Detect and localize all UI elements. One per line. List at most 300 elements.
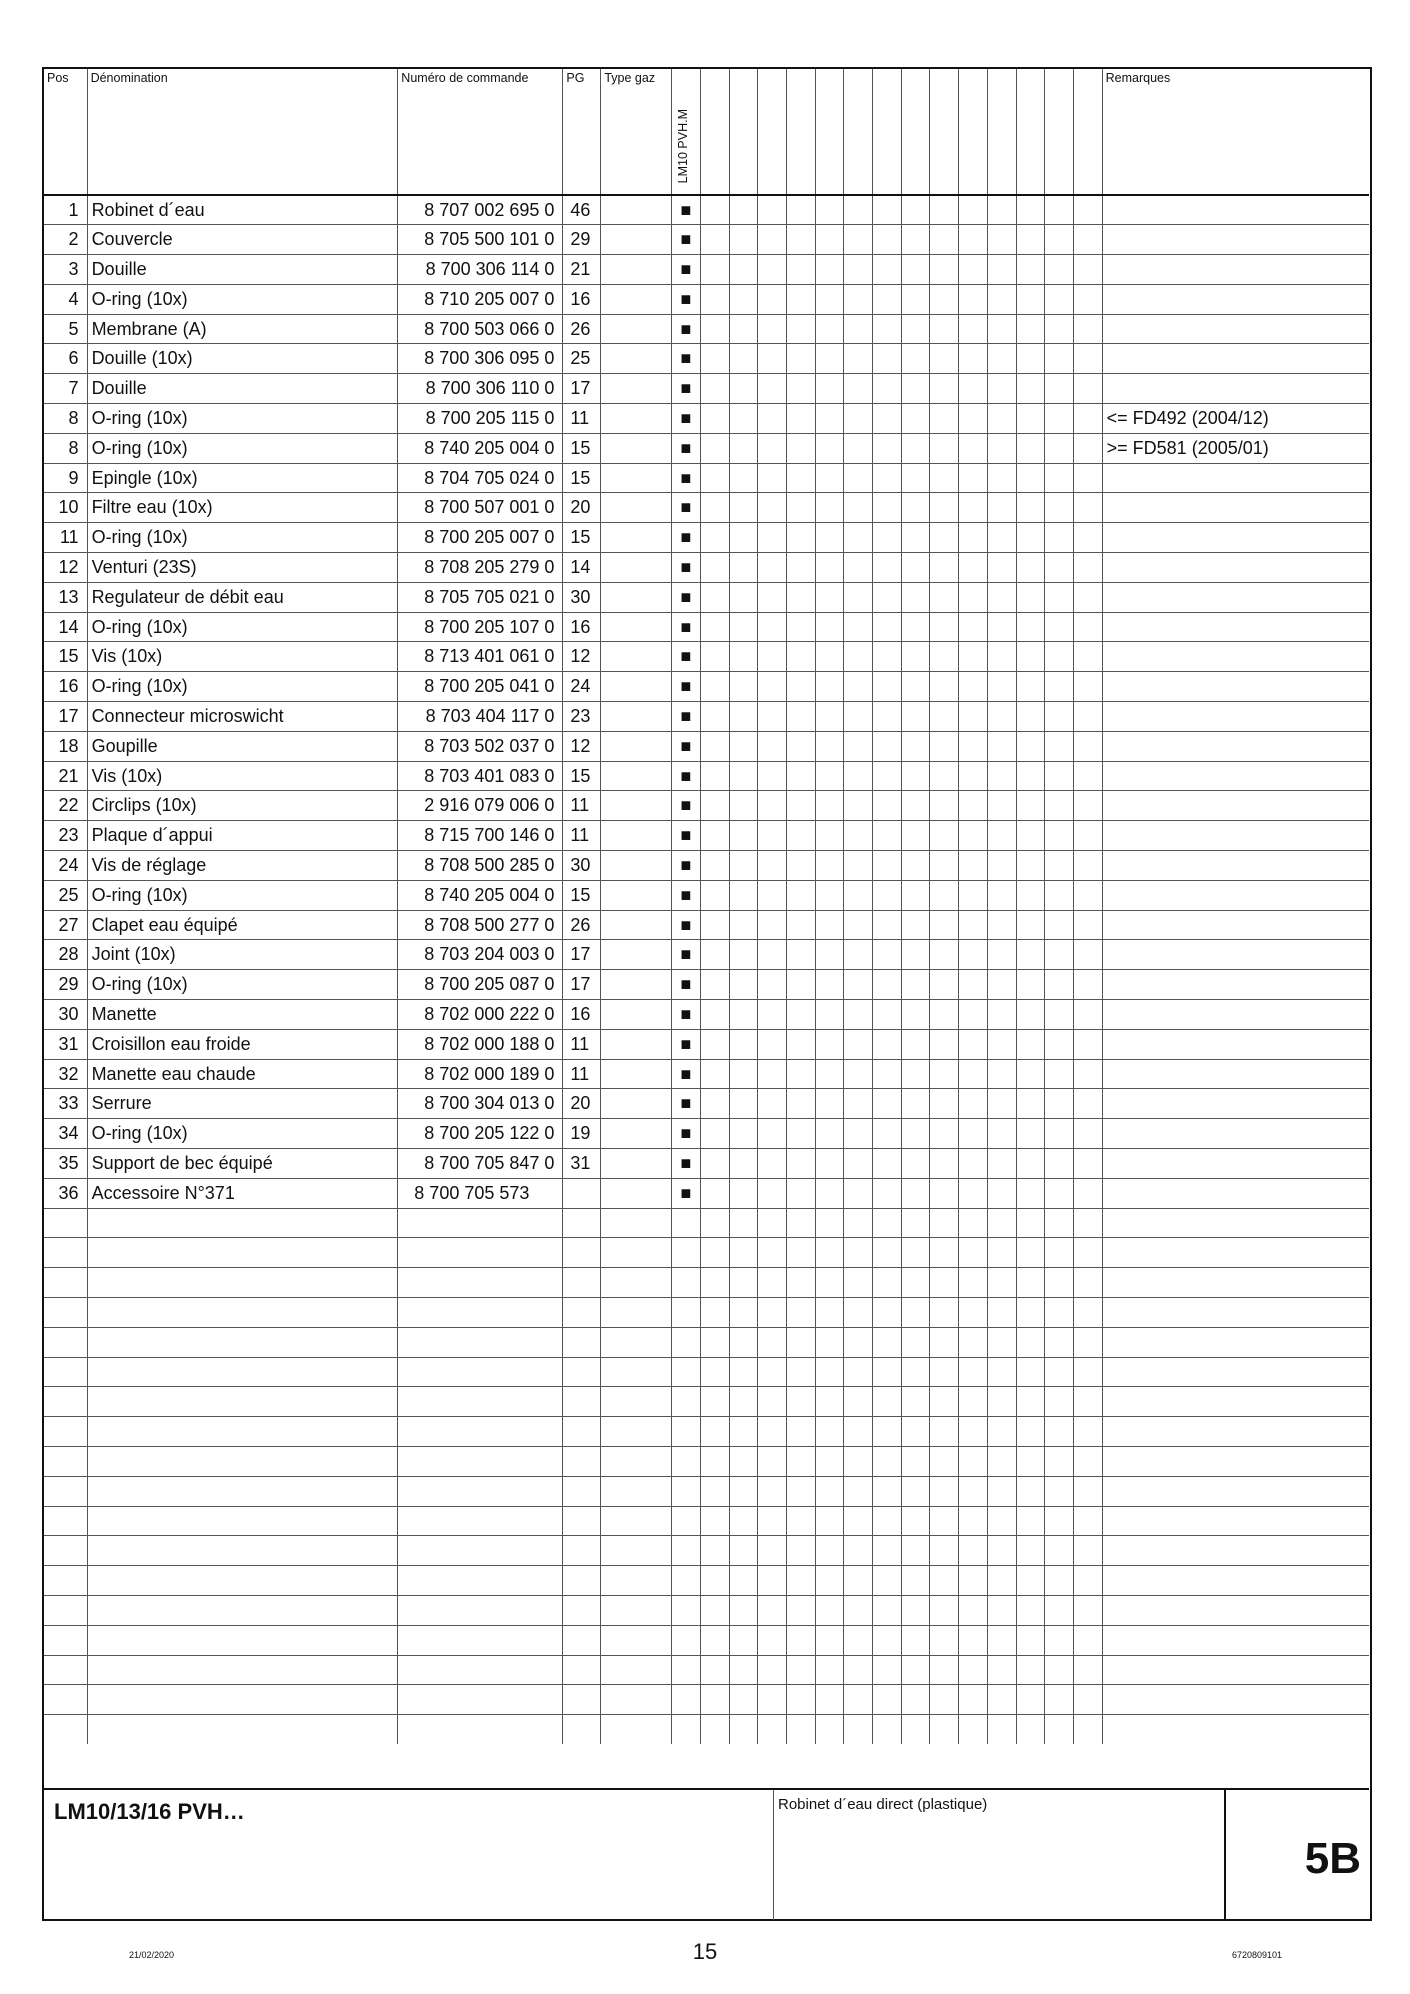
- pg-cell: [563, 1715, 601, 1745]
- empty-row: [44, 1536, 1369, 1566]
- variant-empty-cell: [700, 1536, 729, 1566]
- order-number-cell: [398, 1595, 563, 1625]
- variant-empty-cell: [786, 582, 815, 612]
- variant-empty-cell: [758, 1595, 787, 1625]
- variant-empty-cell: [1073, 791, 1102, 821]
- order-number-cell: 8 707 002 695 0: [398, 195, 563, 225]
- header-gas-type: Type gaz: [601, 69, 672, 195]
- variant-mark-cell: ■: [672, 702, 701, 732]
- pg-cell: 17: [563, 374, 601, 404]
- variant-empty-cell: [786, 1238, 815, 1268]
- denomination-cell: [87, 1417, 398, 1447]
- order-number-cell: 8 703 502 037 0: [398, 731, 563, 761]
- pg-cell: [563, 1625, 601, 1655]
- pos-cell: [44, 1446, 87, 1476]
- gas-type-cell: [601, 1059, 672, 1089]
- gas-type-cell: [601, 1149, 672, 1179]
- variant-empty-cell: [1045, 672, 1074, 702]
- denomination-cell: Membrane (A): [87, 314, 398, 344]
- variant-empty-cell: [786, 404, 815, 434]
- variant-empty-cell: [844, 314, 873, 344]
- variant-empty-cell: [1045, 1119, 1074, 1149]
- variant-empty-cell: [729, 1715, 758, 1745]
- table-row: [44, 404, 1369, 434]
- variant-empty-cell: [729, 344, 758, 374]
- variant-empty-cell: [959, 910, 988, 940]
- gas-type-cell: [601, 404, 672, 434]
- gas-type-cell: [601, 970, 672, 1000]
- remark-cell: [1102, 791, 1369, 821]
- pg-cell: 11: [563, 404, 601, 434]
- variant-empty-cell: [959, 642, 988, 672]
- variant-empty-cell: [1073, 612, 1102, 642]
- variant-empty-cell: [786, 433, 815, 463]
- variant-empty-cell: [729, 821, 758, 851]
- gas-type-cell: [601, 255, 672, 285]
- variant-empty-cell: [959, 1387, 988, 1417]
- pos-cell: [44, 1238, 87, 1268]
- variant-empty-cell: [987, 1089, 1016, 1119]
- variant-empty-cell: [987, 1178, 1016, 1208]
- variant-mark-cell: ■: [672, 1000, 701, 1030]
- variant-empty-cell: [1045, 225, 1074, 255]
- variant-empty-cell: [1073, 195, 1102, 225]
- variant-empty-cell: [844, 791, 873, 821]
- variant-empty-cell: [758, 553, 787, 583]
- variant-empty-cell: [786, 1119, 815, 1149]
- variant-empty-cell: [700, 1625, 729, 1655]
- table-row: [44, 672, 1369, 702]
- table-row: [44, 910, 1369, 940]
- variant-empty-cell: [786, 225, 815, 255]
- order-number-cell: [398, 1476, 563, 1506]
- remark-cell: [1102, 314, 1369, 344]
- denomination-cell: Accessoire N°371: [87, 1178, 398, 1208]
- denomination-cell: [87, 1446, 398, 1476]
- variant-empty-cell: [901, 1238, 930, 1268]
- variant-empty-cell: [758, 463, 787, 493]
- pg-cell: [563, 1178, 601, 1208]
- remark-cell: [1102, 284, 1369, 314]
- variant-empty-cell: [844, 1268, 873, 1298]
- variant-empty-cell: [930, 731, 959, 761]
- variant-empty-cell: [758, 880, 787, 910]
- variant-empty-cell: [987, 1625, 1016, 1655]
- order-number-cell: 8 700 306 095 0: [398, 344, 563, 374]
- variant-empty-cell: [930, 1149, 959, 1179]
- remark-cell: [1102, 1446, 1369, 1476]
- pos-cell: 16: [44, 672, 87, 702]
- variant-empty-cell: [930, 255, 959, 285]
- variant-empty-cell: [1016, 731, 1045, 761]
- variant-empty-cell: [901, 1327, 930, 1357]
- header-empty: [1073, 69, 1102, 195]
- pg-cell: 25: [563, 344, 601, 374]
- variant-empty-cell: [930, 1297, 959, 1327]
- order-number-cell: 8 700 205 115 0: [398, 404, 563, 434]
- denomination-cell: [87, 1625, 398, 1655]
- variant-empty-cell: [758, 1297, 787, 1327]
- variant-empty-cell: [959, 1685, 988, 1715]
- pg-cell: [563, 1476, 601, 1506]
- variant-empty-cell: [873, 1268, 902, 1298]
- denomination-cell: O-ring (10x): [87, 404, 398, 434]
- variant-empty-cell: [1016, 1655, 1045, 1685]
- variant-empty-cell: [930, 1536, 959, 1566]
- gas-type-cell: [601, 1417, 672, 1447]
- variant-empty-cell: [901, 880, 930, 910]
- variant-empty-cell: [844, 1208, 873, 1238]
- order-number-cell: 8 702 000 222 0: [398, 1000, 563, 1030]
- variant-empty-cell: [873, 1238, 902, 1268]
- pos-cell: 23: [44, 821, 87, 851]
- variant-empty-cell: [1045, 493, 1074, 523]
- variant-empty-cell: [815, 225, 844, 255]
- pos-cell: 8: [44, 433, 87, 463]
- pos-cell: 30: [44, 1000, 87, 1030]
- header-empty: [1045, 69, 1074, 195]
- variant-empty-cell: [758, 1536, 787, 1566]
- variant-empty-cell: [758, 314, 787, 344]
- variant-empty-cell: [930, 284, 959, 314]
- variant-empty-cell: [901, 374, 930, 404]
- pg-cell: 15: [563, 880, 601, 910]
- denomination-cell: [87, 1327, 398, 1357]
- variant-empty-cell: [987, 791, 1016, 821]
- variant-empty-cell: [700, 314, 729, 344]
- order-number-cell: 8 702 000 188 0: [398, 1029, 563, 1059]
- pos-cell: 31: [44, 1029, 87, 1059]
- variant-empty-cell: [844, 1178, 873, 1208]
- variant-empty-cell: [786, 791, 815, 821]
- variant-empty-cell: [1045, 582, 1074, 612]
- variant-empty-cell: [959, 1566, 988, 1596]
- remark-cell: [1102, 255, 1369, 285]
- document-id: 6720809101: [1232, 1950, 1283, 1960]
- empty-row: [44, 1685, 1369, 1715]
- variant-empty-cell: [844, 433, 873, 463]
- pg-cell: 16: [563, 1000, 601, 1030]
- gas-type-cell: [601, 553, 672, 583]
- variant-empty-cell: [700, 1715, 729, 1745]
- variant-empty-cell: [700, 880, 729, 910]
- variant-empty-cell: [901, 1178, 930, 1208]
- variant-empty-cell: [1073, 672, 1102, 702]
- variant-empty-cell: [901, 1536, 930, 1566]
- variant-mark-cell: [672, 1387, 701, 1417]
- variant-empty-cell: [901, 851, 930, 881]
- variant-empty-cell: [930, 374, 959, 404]
- order-number-cell: [398, 1268, 563, 1298]
- order-number-cell: [398, 1625, 563, 1655]
- variant-empty-cell: [901, 1089, 930, 1119]
- variant-empty-cell: [729, 314, 758, 344]
- variant-empty-cell: [700, 1446, 729, 1476]
- variant-empty-cell: [1073, 1685, 1102, 1715]
- variant-empty-cell: [959, 404, 988, 434]
- variant-empty-cell: [758, 582, 787, 612]
- pg-cell: 30: [563, 582, 601, 612]
- variant-empty-cell: [901, 1119, 930, 1149]
- variant-empty-cell: [1016, 1357, 1045, 1387]
- order-number-cell: 8 700 306 114 0: [398, 255, 563, 285]
- variant-empty-cell: [1073, 463, 1102, 493]
- header-empty: [758, 69, 787, 195]
- variant-empty-cell: [815, 1357, 844, 1387]
- remark-cell: [1102, 1268, 1369, 1298]
- variant-empty-cell: [700, 702, 729, 732]
- assembly-description: Robinet d´eau direct (plastique): [778, 1796, 988, 1813]
- variant-empty-cell: [729, 1327, 758, 1357]
- variant-empty-cell: [873, 970, 902, 1000]
- variant-empty-cell: [729, 493, 758, 523]
- order-number-cell: 8 700 306 110 0: [398, 374, 563, 404]
- variant-empty-cell: [844, 225, 873, 255]
- variant-empty-cell: [729, 1387, 758, 1417]
- variant-empty-cell: [844, 1327, 873, 1357]
- variant-empty-cell: [729, 1119, 758, 1149]
- variant-empty-cell: [873, 1149, 902, 1179]
- variant-empty-cell: [786, 970, 815, 1000]
- pos-cell: [44, 1357, 87, 1387]
- denomination-cell: Manette: [87, 1000, 398, 1030]
- variant-mark-cell: ■: [672, 493, 701, 523]
- variant-empty-cell: [901, 255, 930, 285]
- denomination-cell: Regulateur de débit eau: [87, 582, 398, 612]
- pos-cell: [44, 1715, 87, 1745]
- denomination-cell: Clapet eau équipé: [87, 910, 398, 940]
- table-row: [44, 225, 1369, 255]
- header-denomination: Dénomination: [87, 69, 398, 195]
- variant-empty-cell: [758, 195, 787, 225]
- variant-empty-cell: [873, 553, 902, 583]
- variant-empty-cell: [987, 553, 1016, 583]
- variant-empty-cell: [1016, 970, 1045, 1000]
- pos-cell: [44, 1536, 87, 1566]
- variant-empty-cell: [700, 1059, 729, 1089]
- variant-empty-cell: [873, 284, 902, 314]
- variant-empty-cell: [1073, 1089, 1102, 1119]
- gas-type-cell: [601, 702, 672, 732]
- variant-empty-cell: [930, 880, 959, 910]
- parts-table: [44, 69, 1369, 1744]
- variant-empty-cell: [901, 642, 930, 672]
- variant-empty-cell: [786, 1506, 815, 1536]
- variant-empty-cell: [700, 672, 729, 702]
- denomination-cell: Venturi (23S): [87, 553, 398, 583]
- gas-type-cell: [601, 1566, 672, 1596]
- variant-empty-cell: [758, 433, 787, 463]
- variant-empty-cell: [901, 314, 930, 344]
- variant-empty-cell: [987, 1685, 1016, 1715]
- variant-empty-cell: [815, 255, 844, 285]
- variant-empty-cell: [1016, 1089, 1045, 1119]
- pg-cell: 15: [563, 523, 601, 553]
- variant-mark-cell: ■: [672, 1149, 701, 1179]
- variant-empty-cell: [758, 910, 787, 940]
- variant-empty-cell: [901, 761, 930, 791]
- variant-empty-cell: [1073, 1178, 1102, 1208]
- variant-empty-cell: [1016, 1476, 1045, 1506]
- variant-empty-cell: [901, 523, 930, 553]
- variant-empty-cell: [1073, 433, 1102, 463]
- variant-empty-cell: [1045, 910, 1074, 940]
- variant-empty-cell: [786, 195, 815, 225]
- table-row: [44, 1000, 1369, 1030]
- pg-cell: 21: [563, 255, 601, 285]
- order-number-cell: 8 713 401 061 0: [398, 642, 563, 672]
- denomination-cell: [87, 1476, 398, 1506]
- variant-empty-cell: [844, 672, 873, 702]
- order-number-cell: 8 700 205 107 0: [398, 612, 563, 642]
- variant-empty-cell: [1016, 672, 1045, 702]
- variant-empty-cell: [786, 1566, 815, 1596]
- variant-empty-cell: [844, 1685, 873, 1715]
- variant-empty-cell: [873, 672, 902, 702]
- empty-row: [44, 1238, 1369, 1268]
- empty-row: [44, 1357, 1369, 1387]
- pos-cell: [44, 1566, 87, 1596]
- variant-empty-cell: [1073, 642, 1102, 672]
- remark-cell: [1102, 1506, 1369, 1536]
- model-title: LM10/13/16 PVH…: [54, 1799, 245, 1824]
- variant-empty-cell: [729, 1506, 758, 1536]
- variant-empty-cell: [1045, 314, 1074, 344]
- order-number-cell: 8 705 705 021 0: [398, 582, 563, 612]
- variant-empty-cell: [844, 910, 873, 940]
- variant-empty-cell: [1073, 1029, 1102, 1059]
- variant-empty-cell: [729, 910, 758, 940]
- variant-empty-cell: [815, 523, 844, 553]
- remark-cell: [1102, 493, 1369, 523]
- variant-empty-cell: [959, 463, 988, 493]
- variant-empty-cell: [786, 1536, 815, 1566]
- variant-empty-cell: [1045, 791, 1074, 821]
- variant-empty-cell: [815, 1059, 844, 1089]
- remark-cell: [1102, 1089, 1369, 1119]
- variant-empty-cell: [1045, 1089, 1074, 1119]
- remark-cell: [1102, 1178, 1369, 1208]
- variant-empty-cell: [729, 225, 758, 255]
- denomination-cell: Filtre eau (10x): [87, 493, 398, 523]
- variant-empty-cell: [959, 702, 988, 732]
- variant-empty-cell: [959, 1476, 988, 1506]
- variant-empty-cell: [844, 970, 873, 1000]
- gas-type-cell: [601, 433, 672, 463]
- variant-mark-cell: [672, 1655, 701, 1685]
- remark-cell: [1102, 880, 1369, 910]
- variant-empty-cell: [1045, 1685, 1074, 1715]
- variant-empty-cell: [1045, 821, 1074, 851]
- variant-empty-cell: [758, 851, 787, 881]
- variant-empty-cell: [901, 433, 930, 463]
- variant-empty-cell: [873, 255, 902, 285]
- order-number-cell: 8 700 705 847 0: [398, 1149, 563, 1179]
- denomination-cell: Connecteur microswicht: [87, 702, 398, 732]
- gas-type-cell: [601, 851, 672, 881]
- pg-cell: 19: [563, 1119, 601, 1149]
- variant-empty-cell: [1016, 612, 1045, 642]
- pos-cell: 21: [44, 761, 87, 791]
- variant-empty-cell: [700, 731, 729, 761]
- pos-cell: 32: [44, 1059, 87, 1089]
- variant-empty-cell: [758, 1178, 787, 1208]
- variant-empty-cell: [786, 1178, 815, 1208]
- variant-empty-cell: [700, 642, 729, 672]
- remark-cell: [1102, 672, 1369, 702]
- pg-cell: [563, 1297, 601, 1327]
- variant-empty-cell: [930, 1625, 959, 1655]
- variant-empty-cell: [786, 1655, 815, 1685]
- header-empty: [930, 69, 959, 195]
- variant-empty-cell: [1073, 1536, 1102, 1566]
- variant-empty-cell: [786, 344, 815, 374]
- variant-mark-cell: [672, 1476, 701, 1506]
- variant-empty-cell: [1016, 1119, 1045, 1149]
- header-empty: [901, 69, 930, 195]
- variant-empty-cell: [901, 1685, 930, 1715]
- remark-cell: [1102, 1208, 1369, 1238]
- pos-cell: 1: [44, 195, 87, 225]
- variant-empty-cell: [987, 284, 1016, 314]
- variant-empty-cell: [786, 1297, 815, 1327]
- divider: [1224, 1790, 1226, 1920]
- variant-empty-cell: [987, 433, 1016, 463]
- table-row: [44, 284, 1369, 314]
- variant-mark-cell: [672, 1357, 701, 1387]
- variant-empty-cell: [844, 553, 873, 583]
- gas-type-cell: [601, 731, 672, 761]
- empty-row: [44, 1595, 1369, 1625]
- variant-empty-cell: [987, 225, 1016, 255]
- variant-empty-cell: [959, 1595, 988, 1625]
- variant-empty-cell: [873, 1655, 902, 1685]
- variant-empty-cell: [844, 493, 873, 523]
- variant-empty-cell: [959, 1089, 988, 1119]
- pos-cell: [44, 1327, 87, 1357]
- remark-cell: [1102, 821, 1369, 851]
- variant-empty-cell: [844, 1119, 873, 1149]
- remark-cell: [1102, 1059, 1369, 1089]
- variant-empty-cell: [758, 284, 787, 314]
- variant-empty-cell: [1045, 1625, 1074, 1655]
- pg-cell: 16: [563, 612, 601, 642]
- table-row: [44, 344, 1369, 374]
- denomination-cell: Goupille: [87, 731, 398, 761]
- variant-empty-cell: [758, 642, 787, 672]
- variant-mark-cell: ■: [672, 553, 701, 583]
- variant-empty-cell: [930, 1506, 959, 1536]
- variant-empty-cell: [758, 672, 787, 702]
- variant-empty-cell: [844, 1506, 873, 1536]
- gas-type-cell: [601, 612, 672, 642]
- variant-empty-cell: [700, 821, 729, 851]
- variant-empty-cell: [987, 1327, 1016, 1357]
- gas-type-cell: [601, 1000, 672, 1030]
- remark-cell: [1102, 1536, 1369, 1566]
- pg-cell: 23: [563, 702, 601, 732]
- variant-empty-cell: [700, 1357, 729, 1387]
- variant-empty-cell: [959, 672, 988, 702]
- pg-cell: [563, 1357, 601, 1387]
- variant-empty-cell: [729, 1268, 758, 1298]
- variant-empty-cell: [901, 1595, 930, 1625]
- variant-empty-cell: [930, 314, 959, 344]
- variant-empty-cell: [815, 1566, 844, 1596]
- variant-empty-cell: [844, 642, 873, 672]
- variant-empty-cell: [987, 374, 1016, 404]
- variant-empty-cell: [959, 523, 988, 553]
